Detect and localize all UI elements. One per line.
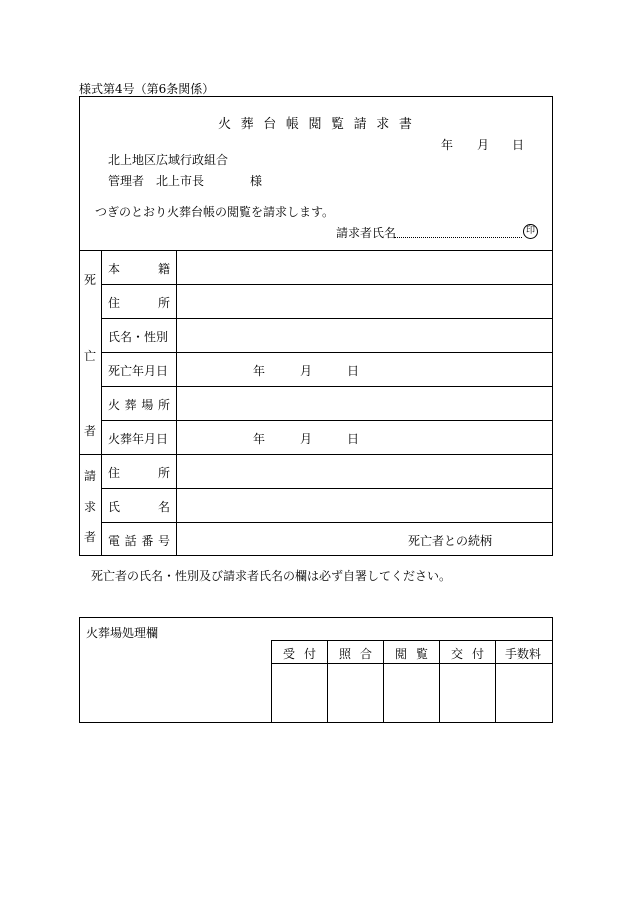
row-label-death-date: 死亡年月日	[108, 364, 169, 378]
column-line	[101, 250, 102, 556]
note-text: 死亡者の氏名・性別及び請求者氏名の欄は必ず自署してください。	[91, 569, 452, 583]
stamp-cell-issuance[interactable]	[440, 664, 495, 722]
field-domicile[interactable]	[177, 251, 552, 284]
requester-section-char: 者	[84, 530, 97, 544]
deceased-section-char: 者	[84, 424, 97, 438]
field-phone[interactable]	[177, 523, 397, 555]
deceased-section-char: 亡	[84, 349, 97, 363]
field-deceased-address[interactable]	[177, 285, 552, 318]
stamp-cell-verification[interactable]	[328, 664, 383, 722]
processing-top-line	[271, 640, 553, 641]
cremation-date-month-label: 月	[300, 432, 313, 446]
processing-col-viewing: 閲 覧	[395, 647, 428, 661]
seal-mark: 印	[523, 224, 538, 239]
processing-title: 火葬場処理欄	[86, 626, 159, 640]
row-label-crematorium: 火 葬 場 所	[108, 398, 170, 412]
death-date-year-label: 年	[253, 364, 266, 378]
row-label-phone: 電 話 番 号	[108, 534, 170, 548]
requester-name-label: 請求者氏名	[336, 226, 397, 240]
row-line	[101, 420, 553, 421]
date-month-label: 月	[477, 138, 490, 152]
field-requester-name[interactable]	[177, 489, 552, 522]
field-requester-address[interactable]	[177, 455, 552, 488]
row-line	[101, 352, 553, 353]
cremation-date-day-label: 日	[347, 432, 360, 446]
stamp-cell-fee[interactable]	[496, 664, 552, 722]
recipient-honorific: 様	[250, 174, 263, 188]
row-label-domicile: 本 籍	[108, 262, 170, 276]
form-title: 火 葬 台 帳 閲 覧 請 求 書	[218, 117, 412, 132]
row-label-name-gender: 氏名・性別	[108, 330, 169, 344]
recipient-org: 北上地区広域行政組合	[108, 153, 229, 167]
processing-col-reception: 受 付	[283, 647, 316, 661]
processing-col-issuance: 交 付	[451, 647, 484, 661]
requester-name-signature-line[interactable]	[394, 237, 522, 238]
date-year-label: 年	[441, 138, 454, 152]
recipient-admin: 管理者 北上市長	[108, 174, 205, 188]
processing-col-fee: 手数料	[505, 647, 542, 661]
row-label-requester-address: 住 所	[108, 466, 170, 480]
form-number: 様式第4号（第6条関係）	[79, 82, 215, 96]
row-label-requester-name: 氏 名	[108, 500, 170, 514]
stamp-cell-reception[interactable]	[272, 664, 327, 722]
cremation-date-year-label: 年	[253, 432, 266, 446]
date-day-label: 日	[512, 138, 525, 152]
relation-label: 死亡者との続柄	[408, 534, 493, 548]
processing-col-verification: 照 合	[339, 647, 372, 661]
requester-section-char: 請	[84, 469, 97, 483]
request-text: つぎのとおり火葬台帳の閲覧を請求します。	[95, 205, 335, 219]
death-date-month-label: 月	[300, 364, 313, 378]
deceased-section-char: 死	[84, 273, 97, 287]
stamp-cell-viewing[interactable]	[384, 664, 439, 722]
field-crematorium[interactable]	[177, 387, 552, 420]
row-label-deceased-address: 住 所	[108, 296, 170, 310]
death-date-day-label: 日	[347, 364, 360, 378]
field-name-gender[interactable]	[177, 319, 552, 352]
requester-section-char: 求	[84, 500, 97, 514]
row-label-cremation-date: 火葬年月日	[108, 432, 169, 446]
